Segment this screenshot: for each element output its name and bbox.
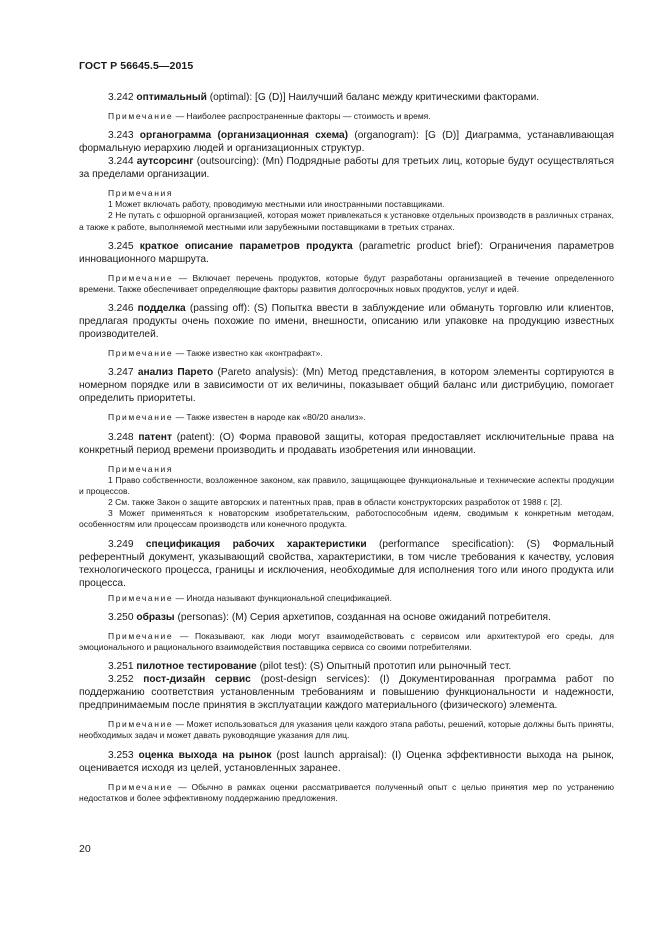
notes-label: Примечания bbox=[108, 463, 174, 474]
term-entry bbox=[79, 155, 614, 181]
term-entry bbox=[79, 366, 614, 405]
term-note bbox=[79, 273, 614, 295]
note-item: 3 Может применяться к новаторским изобретательским, работоспособным идеям, сводимым к конкретным методам, особенностям или процессам производств или конечного продукта. bbox=[79, 508, 614, 530]
term-definition: (optimal): [G (D)] Наилучший баланс между критическими факторами. bbox=[206, 92, 540, 103]
term-number: 3.244 bbox=[108, 156, 134, 168]
term-number: 3.245 bbox=[108, 240, 134, 252]
term-title: пилотное тестирование bbox=[136, 661, 257, 673]
note-item: 1 Право собственности, возложенное законом, как правило, защищающее функциональные и технические аспекты продукции и процессов. bbox=[79, 474, 614, 496]
term-note bbox=[79, 782, 614, 804]
term-definition: (organogram): [G (D)] Диаграмма, устанавливающая формальную иерархию людей и организационных структур. bbox=[79, 130, 614, 155]
note-text: — Также известно как «контрафакт». bbox=[173, 348, 323, 359]
term-definition: (passing off): (S) Попытка ввести в заблуждение или обмануть торговлю или клиентов, предлагая продукты очень похожие по имени, внешности, описанию или упаковке на продукцию известных производителей. bbox=[79, 303, 614, 341]
term-title: краткое описание параметров продукта bbox=[139, 240, 353, 252]
document-header: ГОСТ Р 56645.5—2015 bbox=[79, 60, 194, 72]
term-definition: (personas): (M) Серия архетипов, созданная на основе ожиданий потребителя. bbox=[174, 611, 551, 623]
term-title: пост-дизайн сервис bbox=[143, 674, 251, 686]
term-definition: (post-design services): (I) Документированная программа работ по поддержанию соответствия установленным требованиям и повышению функциональности и надежности, предпринимаемым после принятия в эксплуатации каждого материального (физического) элемента. bbox=[79, 674, 615, 712]
note-text: — Иногда называют функциональной спецификацией. bbox=[173, 592, 392, 603]
term-entry bbox=[79, 749, 614, 775]
term-entry bbox=[79, 673, 614, 712]
term-number: 3.243 bbox=[108, 130, 134, 142]
note-item: 2 См. также Закон о защите авторских и патентных прав, прав в области конструкторских разработок от 1988 г. [2]. bbox=[108, 497, 563, 508]
term-number: 3.247 bbox=[108, 367, 134, 379]
note-text: — Показывают, как люди могут взаимодействовать с сервисом или архитектурой его среды, для эмоционального и рационального взаимодействия поставщика сервиса со своими потребителями. bbox=[79, 630, 614, 653]
term-title: органограмма (организационная схема) bbox=[139, 130, 349, 142]
term-title: подделка bbox=[137, 303, 186, 315]
term-title: спецификация рабочих характеристики bbox=[145, 538, 367, 550]
term-entry bbox=[79, 240, 614, 266]
note-item: 2 Не путать с офшорной организацией, которая может привлекаться к установке отдельных производств в различных странах, а также к работе, выполняемой местными или зарубежными поставщиками в третьих странах. bbox=[79, 210, 614, 232]
note-label: Примечание bbox=[108, 272, 174, 283]
term-note bbox=[79, 631, 614, 653]
term-number: 3.252 bbox=[108, 674, 134, 686]
term-number: 3.248 bbox=[108, 431, 134, 443]
note-label: Примечание bbox=[108, 719, 174, 730]
term-number: 3.253 bbox=[108, 749, 134, 761]
term-definition: (Pareto analysis): (Mn) Метод представления, в котором элементы сортируются в номерном порядке или в зависимости от их величины, показывает общий баланс или дистрибуцию, помогает определить приоритеты. bbox=[79, 367, 615, 405]
page-number: 20 bbox=[79, 843, 91, 855]
note-label: Примечание bbox=[108, 592, 174, 603]
note-label: Примечание bbox=[108, 348, 174, 359]
note-item: 1 Может включать работу, проводимую местными или иностранными поставщиками. bbox=[108, 199, 445, 210]
term-definition: (post launch appraisal): (I) Оценка эффективности выхода на рынок, оценивается исходя из целей, установленных заранее. bbox=[79, 749, 614, 774]
notes-label: Примечания bbox=[108, 188, 174, 199]
term-title: оптимальный bbox=[136, 92, 207, 103]
term-note bbox=[79, 593, 614, 604]
term-title: патент bbox=[138, 431, 172, 443]
note-text: — Может использоваться для указания цели каждого этапа работы, решений, которые должны быть приняты, необходимых задач и может давать руководящие указания для лиц. bbox=[79, 719, 614, 741]
note-text: — Также известен в народе как «80/20 анализ». bbox=[173, 412, 366, 423]
term-title: образы bbox=[136, 611, 175, 623]
term-note bbox=[79, 111, 614, 122]
term-entry bbox=[79, 538, 614, 590]
term-definition: (performance specification): (S) Формальный референтный документ, указывающий свойства, характеристики, в том числе требования к качеству, условия технологического процесса, границы и исключения, необходимые для исполнения того или иного продукта или процесса. bbox=[79, 538, 614, 589]
note-text: — Наиболее распространенные факторы — стоимость и время. bbox=[173, 111, 431, 121]
term-number: 3.246 bbox=[108, 303, 134, 315]
term-note bbox=[79, 348, 614, 359]
note-text: — Включает перечень продуктов, которые будут разработаны организацией в течение определенного времени. Также обеспечивает определяющие факторы развития долгосрочных новых продуктов, услуг и идей. bbox=[79, 272, 614, 295]
term-title: анализ Парето bbox=[137, 367, 214, 379]
term-title: аутсорсинг bbox=[136, 156, 194, 168]
term-entry bbox=[79, 660, 614, 673]
term-note bbox=[79, 719, 614, 741]
term-entry bbox=[79, 611, 614, 624]
note-label: Примечание bbox=[108, 412, 174, 423]
term-number: 3.251 bbox=[108, 661, 134, 673]
term-number: 3.249 bbox=[108, 538, 134, 550]
term-number: 3.250 bbox=[108, 611, 134, 623]
term-entry bbox=[79, 129, 614, 155]
term-number: 3.242 bbox=[108, 92, 134, 103]
term-entry bbox=[79, 91, 614, 104]
term-definition: (pilot test): (S) Опытный прототип или рыночный тест. bbox=[256, 661, 512, 673]
term-note bbox=[79, 412, 614, 423]
term-title: оценка выхода на рынок bbox=[138, 749, 272, 761]
note-label: Примечание bbox=[108, 111, 174, 121]
note-label: Примечание bbox=[108, 630, 174, 641]
term-entry bbox=[79, 431, 614, 457]
term-definition: (patent): (O) Форма правовой защиты, которая предоставляет исключительные права на конкретный период времени производить и продавать изобретения или инновации. bbox=[79, 431, 614, 456]
note-text: — Обычно в рамках оценки рассматривается полученный опыт с целью принятия мер по устранению недостатков и более эффективному поддержанию предложения. bbox=[79, 781, 614, 803]
term-definition: (outsourcing): (Mn) Подрядные работы для третьих лиц, которые будут осуществляться за пределами организации. bbox=[79, 156, 614, 181]
note-label: Примечание bbox=[108, 781, 174, 792]
document-body bbox=[79, 91, 614, 804]
term-entry bbox=[79, 302, 614, 341]
term-definition: (parametric product brief): Ограничения параметров инновационного маршрута. bbox=[79, 240, 614, 265]
